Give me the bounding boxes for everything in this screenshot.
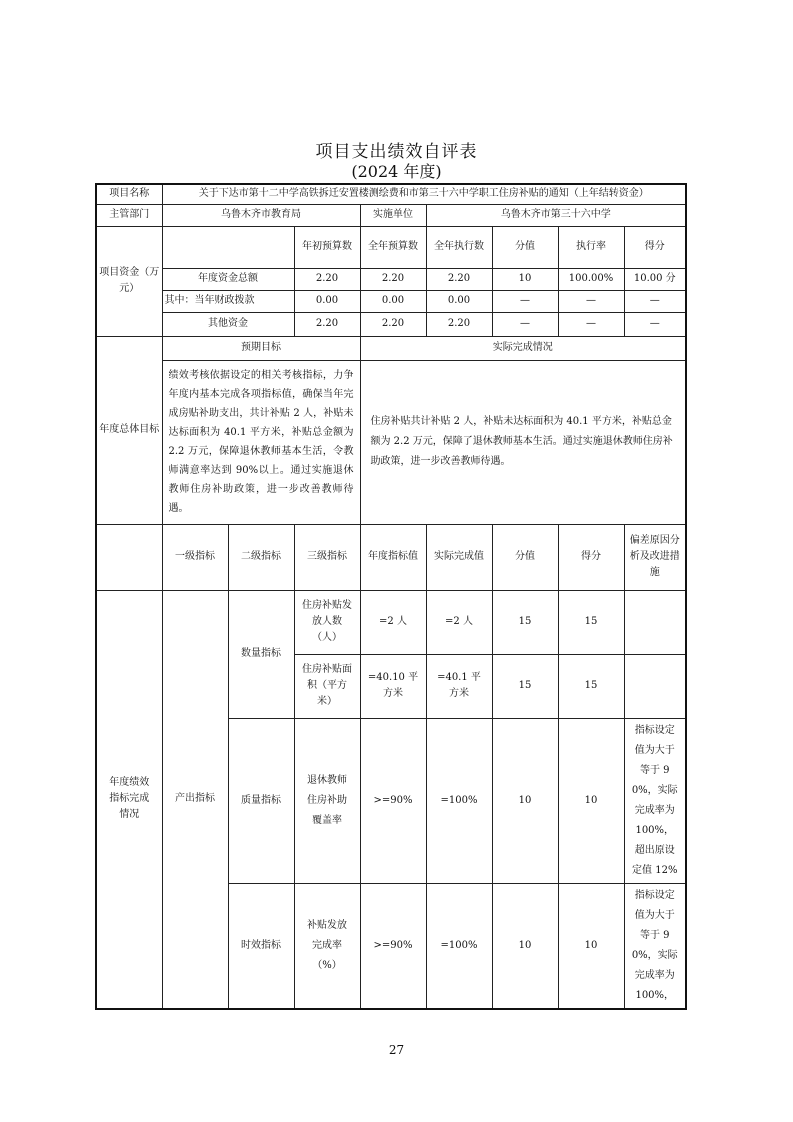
funds-cell: 0.00 — [426, 290, 492, 312]
indicator-score: 15 — [492, 590, 558, 654]
funds-cell: 2.20 — [294, 312, 360, 336]
impl-value: 乌鲁木齐市第三十六中学 — [426, 204, 686, 226]
indicators-level2-quality: 质量指标 — [228, 718, 294, 883]
project-name-value: 关于下达市第十二中学高铁拆迁安置楼测绘费和市第三十六中学职工住房补贴的通知（上年结转资金） — [162, 184, 686, 204]
goals-expected-header: 预期目标 — [162, 336, 360, 360]
page-title: 项目支出绩效自评表 — [315, 142, 478, 162]
funds-label: 项目资金（万元） — [96, 226, 162, 336]
indicators-header-blank — [96, 524, 162, 590]
page-number: 27 — [388, 1043, 405, 1057]
indicator-target: >=90% — [360, 883, 426, 1009]
indicators-level1: 产出指标 — [162, 590, 228, 1009]
indicator-got: 10 — [558, 718, 624, 883]
indicator-score: 15 — [492, 654, 558, 718]
indicators-header-note: 偏差原因分析及改进措施 — [624, 524, 686, 590]
funds-cell: — — [558, 290, 624, 312]
funds-cell: 100.00% — [558, 268, 624, 290]
indicator-got: 10 — [558, 883, 624, 1009]
funds-header-score: 分值 — [492, 226, 558, 268]
indicator-note: 指标设定值为大于等于 90%，实际完成率为 100%，超出原设定值 12% — [624, 718, 686, 883]
funds-cell: — — [492, 290, 558, 312]
funds-header-blank — [162, 226, 294, 268]
indicator-got: 15 — [558, 590, 624, 654]
indicators-header-score: 分值 — [492, 524, 558, 590]
indicators-header-got: 得分 — [558, 524, 624, 590]
goals-actual-header: 实际完成情况 — [360, 336, 686, 360]
funds-row-label: 年度资金总额 — [162, 268, 294, 290]
funds-row-fiscal — [96, 290, 686, 312]
funds-cell: 2.20 — [294, 268, 360, 290]
indicator-level3: 退休教师住房补助覆盖率 — [294, 718, 360, 883]
funds-row-label: 其中：当年财政拨款 — [162, 290, 294, 312]
indicator-actual: =40.1 平方米 — [426, 654, 492, 718]
indicator-level3: 住房补贴发放人数（人） — [294, 590, 360, 654]
indicator-actual: =100% — [426, 883, 492, 1009]
goals-expected-text: 绩效考核依据设定的相关考核指标，力争年度内基本完成各项指标值，确保当年完成房贴补助支出，共计补贴 2 人，补贴未达标面积为 40.1 平方米，补贴总金额为 2.2 万元，保障退休教师基本生活，令教师满意率达到 90%以上。通过实施退休教师住房补助政策，进一步改善教师待遇。 — [162, 360, 360, 524]
indicator-target: =40.10 平方米 — [360, 654, 426, 718]
funds-cell: 2.20 — [426, 312, 492, 336]
indicator-note — [624, 654, 686, 718]
goals-actual-text: 住房补贴共计补贴 2 人，补贴未达标面积为 40.1 平方米，补贴总金额为 2.2 万元，保障了退休教师基本生活。通过实施退休教师住房补助政策，进一步改善教师待遇。 — [360, 360, 686, 524]
project-name-label: 项目名称 — [96, 184, 162, 204]
funds-cell: — — [624, 290, 686, 312]
funds-cell: — — [492, 312, 558, 336]
indicator-actual: =2 人 — [426, 590, 492, 654]
funds-row-total — [96, 268, 686, 290]
indicator-level3: 住房补贴面积（平方米） — [294, 654, 360, 718]
funds-row-label: 其他资金 — [162, 312, 294, 336]
funds-cell: 2.20 — [360, 312, 426, 336]
indicator-note — [624, 590, 686, 654]
funds-cell: — — [624, 312, 686, 336]
funds-header-budget: 全年预算数 — [360, 226, 426, 268]
indicators-label: 年度绩效指标完成情况 — [96, 590, 162, 1009]
funds-cell: 0.00 — [360, 290, 426, 312]
indicator-score: 10 — [492, 883, 558, 1009]
dept-label: 主管部门 — [96, 204, 162, 226]
indicators-level2-timeliness: 时效指标 — [228, 883, 294, 1009]
funds-header-got: 得分 — [624, 226, 686, 268]
indicators-header-level3: 三级指标 — [294, 524, 360, 590]
indicator-score: 10 — [492, 718, 558, 883]
indicator-level3: 补贴发放完成率（%） — [294, 883, 360, 1009]
funds-header-executed: 全年执行数 — [426, 226, 492, 268]
funds-cell: 10.00 分 — [624, 268, 686, 290]
funds-header-initial: 年初预算数 — [294, 226, 360, 268]
indicator-row — [96, 590, 686, 654]
indicators-header-actual: 实际完成值 — [426, 524, 492, 590]
indicators-header-level1: 一级指标 — [162, 524, 228, 590]
indicator-note: 指标设定值为大于等于 90%，实际完成率为 100%， — [624, 883, 686, 1009]
impl-label: 实施单位 — [360, 204, 426, 226]
page-subtitle: (2024 年度) — [351, 162, 442, 181]
self-evaluation-table — [95, 183, 687, 1010]
indicators-level2-quantity: 数量指标 — [228, 590, 294, 718]
funds-cell: 10 — [492, 268, 558, 290]
funds-cell: 2.20 — [360, 268, 426, 290]
indicator-actual: =100% — [426, 718, 492, 883]
goals-label: 年度总体目标 — [96, 336, 162, 524]
funds-cell: 2.20 — [426, 268, 492, 290]
indicator-got: 15 — [558, 654, 624, 718]
funds-row-other — [96, 312, 686, 336]
funds-cell: 0.00 — [294, 290, 360, 312]
indicator-target: >=90% — [360, 718, 426, 883]
indicators-header-target: 年度指标值 — [360, 524, 426, 590]
funds-cell: — — [558, 312, 624, 336]
indicators-header-level2: 二级指标 — [228, 524, 294, 590]
dept-value: 乌鲁木齐市教育局 — [162, 204, 360, 226]
funds-header-rate: 执行率 — [558, 226, 624, 268]
indicator-target: =2 人 — [360, 590, 426, 654]
